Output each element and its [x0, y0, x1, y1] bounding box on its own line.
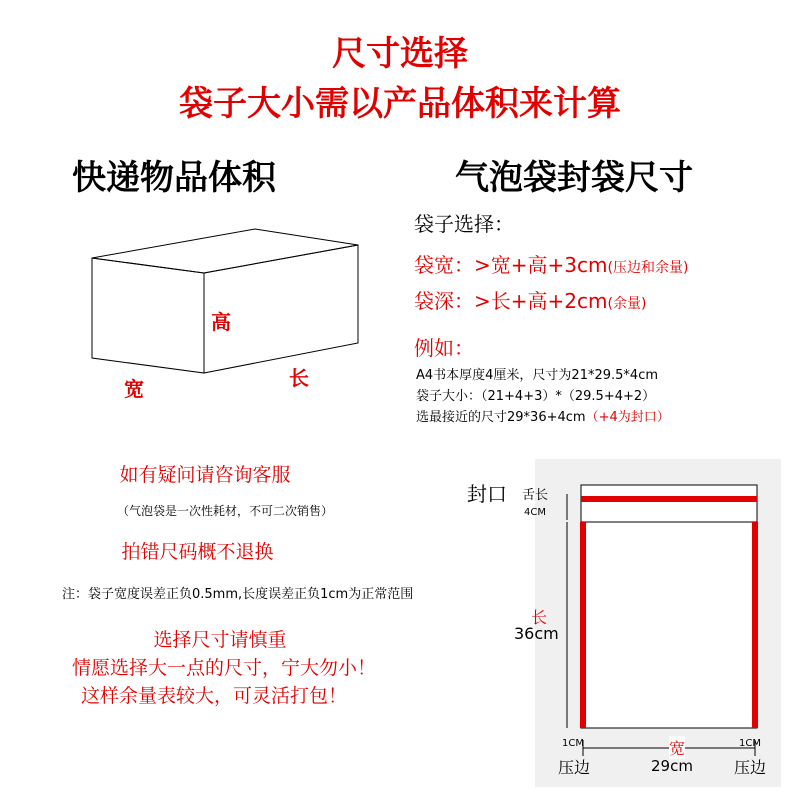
- length-label: 长: [531, 608, 548, 627]
- example-line3-text: 选最接近的尺寸29*36+4cm: [416, 410, 586, 425]
- box-length-label: 长: [289, 366, 309, 390]
- width-rule-note: (压边和余量): [607, 260, 689, 276]
- flap-size: 4CM: [524, 507, 546, 518]
- example-heading: 例如：: [414, 336, 474, 360]
- depth-rule: [414, 285, 646, 314]
- flap-label: 舌长: [522, 488, 549, 503]
- edge-left-label: 压边: [558, 758, 591, 777]
- right-heading: 气泡袋封袋尺寸: [455, 158, 693, 198]
- example-line3: [416, 406, 670, 425]
- tolerance-note: 注：袋子宽度误差正负0.5mm,长度误差正负1cm为正常范围: [62, 587, 414, 602]
- edge-right-label: 压边: [734, 758, 767, 777]
- width-label: 宽: [669, 736, 685, 759]
- right-press-edge: [752, 522, 758, 728]
- box-drawing: [92, 229, 358, 373]
- selection-heading: 袋子选择：: [414, 212, 514, 236]
- width-value: 29cm: [651, 757, 693, 775]
- left-press-edge: [580, 522, 586, 728]
- box-width-label: 宽: [124, 377, 144, 401]
- bigger-note: 情愿选择大一点的尺寸，宁大勿小！: [71, 657, 376, 679]
- flexible-note: 这样余量表较大，可灵活打包！: [80, 685, 347, 707]
- box-front: [92, 258, 204, 373]
- depth-rule-text: 袋深：>长+高+2cm: [414, 289, 608, 313]
- width-rule: [414, 249, 688, 278]
- example-line1: A4书本厚度4厘米，尺寸为21*29.5*4cm: [416, 368, 659, 383]
- consumable-note: （气泡袋是一次性耗材，不可二次销售）: [116, 504, 333, 518]
- no-return-note: 拍错尺码概不退换: [121, 541, 274, 563]
- edge-left-size: 1CM: [562, 738, 584, 749]
- box-top: [92, 229, 358, 273]
- example-line3-note: （+4为封口）: [585, 410, 670, 425]
- example-line2: 袋子大小：（21+4+3）*（29.5+4+2）: [416, 389, 656, 404]
- bag-body: [581, 485, 757, 728]
- length-value: 36cm: [514, 624, 559, 643]
- careful-note: 选择尺寸请慎重: [153, 629, 287, 651]
- width-rule-text: 袋宽：>宽+高+3cm: [414, 253, 608, 277]
- title-line2: 袋子大小需以产品体积来计算: [179, 84, 621, 124]
- contact-note: 如有疑问请咨询客服: [119, 464, 291, 486]
- edge-right-size: 1CM: [739, 738, 761, 749]
- depth-rule-note: (余量): [607, 296, 647, 312]
- seal-label: 封口: [467, 482, 507, 506]
- seal-strip: [581, 496, 757, 502]
- title-line1: 尺寸选择: [332, 34, 468, 74]
- left-heading: 快递物品体积: [72, 158, 276, 198]
- box-height-label: 高: [211, 310, 231, 334]
